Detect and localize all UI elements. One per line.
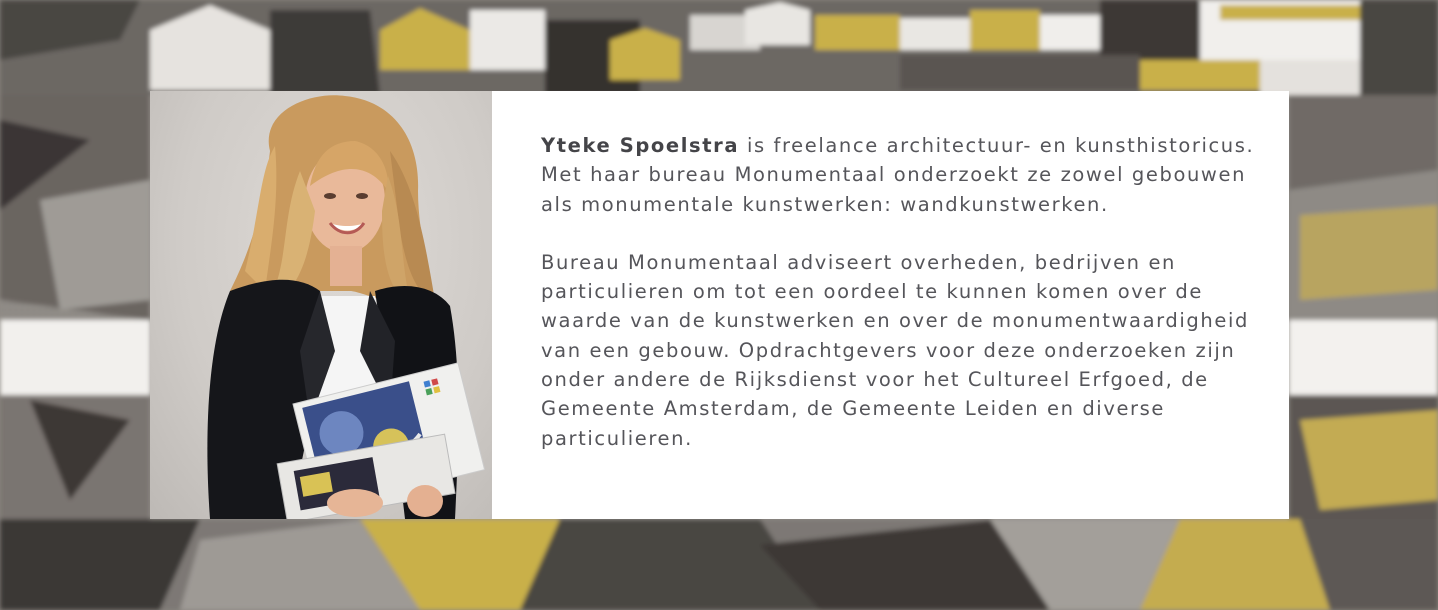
bio-paragraph-2: Bureau Monumentaal adviseert overheden, bedrijven en particulieren om tot een oordeel te kunnen komen over de waarde van de kunstwerken en over de monumentwaardigheid van een gebouw. Opdrachtgevers voor deze onderzoeken zijn onder andere de Rijksdienst voor het Cultureel Erfgoed, de Gemeente Amsterdam, de Gemeente Leiden en diverse particulieren. xyxy=(541,250,1249,450)
bio-paragraph-1 xyxy=(541,131,1259,219)
bio-intro: is freelance architectuur- en kunsthistoricus. Met haar bureau Monumentaal onderzoekt ze zowel gebouwen als monumentale kunstwerken: wandkunstwerken. xyxy=(541,134,1255,216)
person-name: Yteke Spoelstra xyxy=(541,134,740,157)
portrait-photo xyxy=(150,91,492,519)
bio-text xyxy=(492,91,1289,519)
bio-card xyxy=(150,91,1289,519)
